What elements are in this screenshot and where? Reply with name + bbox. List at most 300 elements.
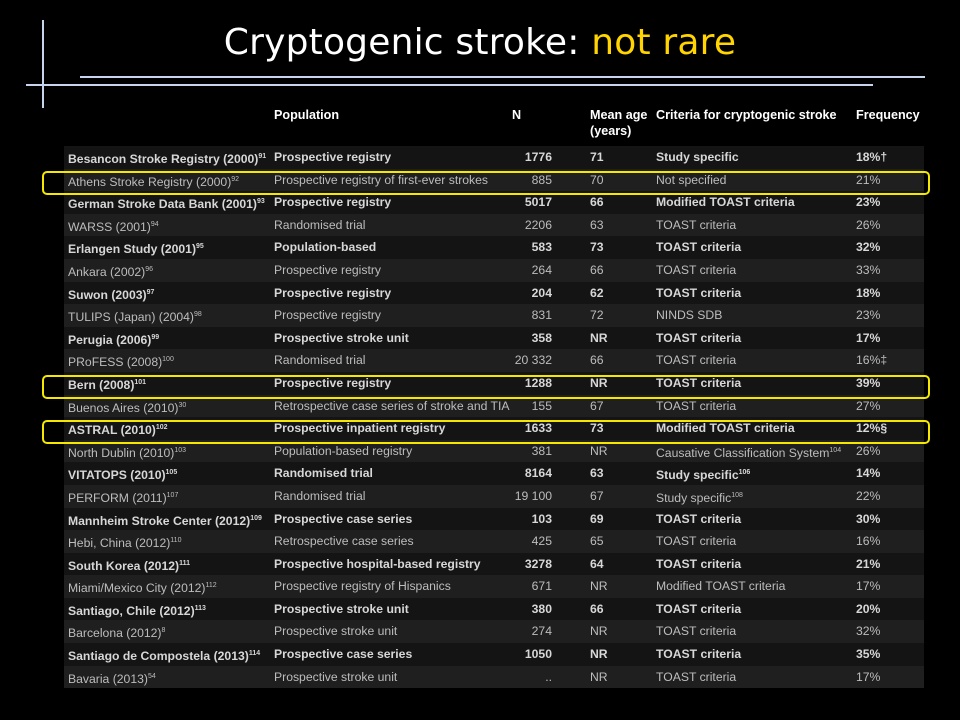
cell-population [274,553,481,576]
cell-study-text: Ankara (2002) [68,264,146,279]
cell-frequency [856,327,880,350]
cell-population [274,508,412,531]
cell-criteria [656,485,743,510]
cell-population-text: Prospective registry of first-ever strokes [274,172,489,187]
cell-study-text: PERFORM (2011) [68,490,167,505]
cell-criteria [656,666,736,689]
cell-criteria [656,643,741,666]
cell-study-text: TULIPS (Japan) (2004) [68,310,194,325]
cell-criteria-text: TOAST criteria [656,240,742,255]
cell-mean-age [590,575,608,598]
table-row [64,146,924,169]
cell-mean-age [590,214,604,237]
cell-n [464,508,552,531]
cell-population-text: Prospective inpatient registry [274,421,446,436]
highlight-athens-row [42,171,930,195]
table-row [64,575,924,598]
cell-mean-age [590,259,604,282]
cell-n-text: 381 [531,443,552,458]
table-row [64,259,924,282]
slide-title [0,22,960,63]
cell-study-ref: 100 [162,356,174,364]
cell-frequency [856,214,880,237]
cell-study-text: Barcelona (2012) [68,626,162,641]
cell-study [68,236,204,261]
cell-n-text: 20 332 [514,353,552,368]
cell-study-ref: 111 [179,559,190,567]
cell-frequency [856,485,880,508]
cell-n-text: 380 [531,601,552,616]
cell-n [464,575,552,598]
cell-criteria [656,259,736,282]
title-prefix: Cryptogenic stroke: [223,22,592,63]
cell-study-ref: 54 [147,672,156,680]
cell-study [68,666,156,691]
cell-study-text: Bern (2008) [68,377,135,392]
table-row [64,327,924,350]
cell-criteria [656,575,785,598]
cell-mean-age-text: 67 [590,398,604,413]
cell-mean-age [590,508,604,531]
cell-population-text: Prospective hospital-based registry [274,556,481,571]
cell-criteria-text: TOAST criteria [656,647,742,662]
cell-criteria-text: TOAST criteria [656,262,737,277]
cell-study [68,304,202,329]
cell-n-text: 831 [531,308,552,323]
cell-n-text: 583 [531,240,552,255]
cell-study-text: PRoFESS (2008) [68,355,163,370]
cell-n [464,530,552,553]
cell-population-text: Prospective registry [274,285,392,300]
cell-criteria-text: Causative Classification System [656,445,830,460]
cell-population-text: Population-based registry [274,443,413,458]
header-n: N [512,108,522,122]
cell-frequency [856,553,880,576]
cell-mean-age [590,146,604,169]
cell-criteria-text: Modified TOAST criteria [656,579,786,594]
cell-study-ref: 99 [151,333,160,341]
cell-population-text: Prospective stroke unit [274,601,409,616]
cell-population [274,214,365,237]
cell-criteria-text: TOAST criteria [656,398,737,413]
cell-study-ref: 103 [174,446,187,454]
cell-criteria-ref: 106 [738,469,751,477]
table-row [64,282,924,305]
cell-n-text: 19 100 [514,488,552,503]
cell-study-ref: 95 [196,243,204,251]
header-population: Population [274,108,340,122]
cell-mean-age-text: 73 [590,421,604,436]
table-row [64,643,924,666]
cell-frequency-text: 35% [856,647,881,662]
cell-study-text: North Dublin (2010) [68,445,175,460]
cell-mean-age-text: 67 [590,488,604,503]
cell-study-text: Santiago de Compostela (2013) [68,649,249,664]
cell-mean-age-text: NR [590,375,608,390]
cell-population-text: Prospective stroke unit [274,669,398,684]
cell-study-ref: 101 [134,378,147,386]
table-row [64,349,924,372]
cell-frequency-text: 27% [856,398,881,413]
cell-frequency-text: 32% [856,624,881,639]
cell-mean-age [590,462,604,485]
cell-criteria [656,304,722,327]
cell-study-text: WARSS (2001) [68,219,151,234]
table-row [64,462,924,485]
cell-n-text: 358 [531,330,552,345]
cell-criteria-text: Modified TOAST criteria [656,421,795,436]
cell-population [274,349,365,372]
cell-frequency-text: 22% [856,488,881,503]
cell-frequency [856,508,880,531]
cell-n [464,259,552,282]
cell-n [464,620,552,643]
cell-n [464,598,552,621]
cell-mean-age-text: 69 [590,511,604,526]
cell-population-text: Randomised trial [274,488,366,503]
cell-study-ref: 91 [258,153,267,160]
cell-study-text: Hebi, China (2012) [68,536,171,551]
cell-n-text: 8164 [524,466,552,481]
cell-n [464,282,552,305]
cell-study-ref: 102 [155,424,168,432]
cell-study [68,598,206,623]
cell-study-ref: 97 [146,288,155,296]
cell-study-text: German Stroke Data Bank (2001) [68,197,257,212]
cell-frequency-text: 16%‡ [856,353,888,368]
title-accent: not rare [591,22,737,63]
cell-population-text: Prospective stroke unit [274,624,398,639]
cell-mean-age [590,666,608,689]
cell-mean-age [590,304,604,327]
cell-mean-age [590,282,604,305]
cell-frequency-text: 33% [856,262,881,277]
cell-n-text: 5017 [524,195,552,210]
cell-mean-age-text: 71 [590,150,604,164]
cell-population [274,666,397,689]
cell-study-text: Besancon Stroke Registry (2000) [68,152,259,166]
cell-mean-age-text: NR [590,647,608,662]
cell-mean-age-text: NR [590,330,608,345]
table-row [64,304,924,327]
cell-criteria [656,349,736,372]
cell-population-text: Population-based [274,240,377,255]
cell-study-text: VITATOPS (2010) [68,468,166,483]
cell-population-text: Prospective registry of Hispanics [274,579,451,594]
cell-criteria-text: Study specific [656,490,732,505]
cell-n [464,214,552,237]
cell-n [464,304,552,327]
cell-n-text: 425 [531,534,552,549]
cell-n-text: 155 [531,398,552,413]
cell-population-text: Prospective case series [274,647,413,662]
cell-frequency [856,236,880,259]
cell-study [68,575,217,600]
cell-criteria [656,146,739,169]
cell-frequency-text: 12%§ [856,421,888,436]
cell-study [68,485,178,510]
cell-study-ref: 96 [145,265,154,273]
cell-study-ref: 98 [194,311,202,319]
cell-frequency [856,530,880,553]
cell-study [68,214,159,239]
cell-frequency-text: 23% [856,195,881,210]
cell-n-text: 204 [531,285,552,300]
cell-study [68,530,181,555]
cell-mean-age-text: 62 [590,285,604,300]
cell-population [274,327,409,350]
cell-frequency [856,643,880,666]
cell-study-ref: 30 [178,401,187,409]
header-mean-age [590,107,647,139]
cell-criteria-text: Modified TOAST criteria [656,195,795,210]
table-row [64,530,924,553]
cell-n [464,666,552,689]
cell-criteria [656,553,741,576]
cell-criteria-text: Study specific [656,468,739,483]
cell-mean-age [590,485,604,508]
cell-study-text: Buenos Aires (2010) [68,400,179,415]
cell-study-text: Miami/Mexico City (2012) [68,581,206,596]
cell-frequency-text: 39% [856,375,881,390]
cell-criteria-text: TOAST criteria [656,556,742,571]
cell-population [274,282,391,305]
cell-study-ref: 114 [248,650,261,658]
cell-population [274,259,381,282]
cell-population-text: Prospective registry [274,195,392,210]
cell-criteria [656,598,741,621]
cell-frequency-text: 21% [856,172,881,187]
cell-frequency-text: 26% [856,443,881,458]
cell-study [68,282,154,307]
cell-criteria-text: TOAST criteria [656,511,742,526]
cell-population-text: Prospective case series [274,511,413,526]
cell-study-text: Mannheim Stroke Center (2012) [68,513,251,528]
cell-study [68,349,174,374]
cell-study-ref: 112 [205,582,217,590]
cell-mean-age-text: 65 [590,534,604,549]
cell-population [274,598,409,621]
table-row [64,553,924,576]
cell-criteria-text: TOAST criteria [656,624,737,639]
cell-criteria-text: TOAST criteria [656,669,737,684]
cell-n [464,643,552,666]
cell-population [274,462,373,485]
cell-n-text: 1050 [524,647,552,662]
cell-n-text: 103 [531,511,552,526]
header-mean-age-line2: (years) [590,124,632,138]
cell-population-text: Retrospective case series [274,534,414,549]
cell-frequency-text: 30% [856,511,881,526]
cell-frequency-text: 23% [856,308,881,323]
cell-n-text: 1776 [524,150,552,164]
cell-mean-age-text: 70 [590,172,604,187]
cell-criteria-text: TOAST criteria [656,285,742,300]
cell-study-text: Suwon (2003) [68,287,147,302]
cell-criteria [656,462,750,487]
cell-population [274,146,391,169]
cell-mean-age [590,236,604,259]
cell-frequency [856,304,880,327]
cell-criteria-ref: 104 [829,446,842,454]
cell-criteria-text: TOAST criteria [656,534,737,549]
cell-mean-age-text: 72 [590,308,604,323]
cell-n-text: .. [545,669,552,684]
cell-criteria-text: Study specific [656,150,739,164]
header-mean-age-line1: Mean age [590,108,648,122]
cell-frequency [856,575,880,598]
table-row [64,620,924,643]
header-frequency: Frequency [856,108,920,122]
cell-mean-age-text: 66 [590,262,604,277]
cell-criteria [656,214,736,237]
cell-mean-age [590,620,608,643]
cell-n-text: 264 [531,262,552,277]
table-row [64,666,924,689]
cell-n-text: 2206 [524,217,552,232]
cell-criteria [656,508,741,531]
cell-criteria-text: TOAST criteria [656,353,737,368]
cell-frequency-text: 14% [856,466,881,481]
cell-population [274,643,412,666]
cell-frequency [856,462,880,485]
cell-frequency-text: 17% [856,330,881,345]
cell-n [464,349,552,372]
cell-frequency-text: 17% [856,579,881,594]
decor-horizontal-line-top [80,76,925,78]
cell-mean-age-text: NR [590,624,608,639]
cell-n-text: 1633 [524,421,552,436]
cell-n [464,146,552,169]
cell-study-text: ASTRAL (2010) [68,423,156,438]
cell-frequency-text: 18%† [856,150,888,164]
cell-population [274,530,414,553]
cell-study [68,462,177,487]
cell-n-text: 3278 [524,556,552,571]
cell-frequency-text: 21% [856,556,881,571]
cell-frequency [856,620,880,643]
cell-n-text: 885 [531,172,552,187]
cell-mean-age-text: 73 [590,240,604,255]
cell-n [464,485,552,508]
cell-mean-age [590,327,608,350]
cell-criteria [656,327,741,350]
cell-study-text: South Korea (2012) [68,558,180,573]
cell-mean-age [590,553,604,576]
cell-mean-age-text: NR [590,579,608,594]
cell-population-text: Randomised trial [274,217,366,232]
cell-n-text: 671 [531,579,552,594]
cell-population-text: Retrospective case series of stroke and TIA [274,398,510,413]
cell-study-text: Athens Stroke Registry (2000) [68,174,232,189]
cell-criteria [656,620,736,643]
cell-frequency-text: 17% [856,669,881,684]
cell-mean-age-text: 63 [590,217,604,232]
cell-mean-age-text: 66 [590,195,604,210]
cell-study-ref: 8 [161,627,166,635]
cell-criteria [656,236,741,259]
highlight-astral-row [42,420,930,444]
cell-study [68,508,262,533]
cell-mean-age-text: 64 [590,556,604,571]
header-criteria: Criteria for cryptogenic stroke [656,108,837,122]
cell-n [464,462,552,485]
cell-study-ref: 107 [166,491,179,499]
cell-frequency-text: 32% [856,240,881,255]
cell-study-ref: 113 [194,604,206,612]
cell-population [274,304,381,327]
table-row [64,485,924,508]
cell-mean-age [590,349,604,372]
cell-study [68,643,260,668]
cell-n-text: 274 [531,624,552,639]
cell-criteria [656,282,741,305]
cell-study-ref: 94 [150,220,159,228]
cell-population-text: Randomised trial [274,353,366,368]
cell-study-ref: 92 [231,175,240,183]
cell-population [274,620,397,643]
cell-frequency [856,666,880,689]
cell-population [274,575,451,598]
table-header [64,100,924,146]
cell-study-ref: 110 [170,537,182,545]
cell-mean-age-text: NR [590,669,608,684]
highlight-bern-row [42,375,930,399]
cell-study-text: Santiago, Chile (2012) [68,603,195,618]
cell-study-ref: 105 [165,469,178,477]
cell-frequency [856,598,880,621]
cell-study-text: Perugia (2006) [68,332,152,347]
cell-criteria-text: Not specified [656,172,727,187]
cell-mean-age [590,643,608,666]
table-row [64,236,924,259]
cell-population-text: Prospective registry [274,150,392,164]
table-row [64,598,924,621]
decor-horizontal-line-bottom [26,84,873,86]
cell-mean-age-text: 66 [590,353,604,368]
cell-frequency-text: 26% [856,217,881,232]
cell-criteria-ref: 108 [731,491,743,499]
cell-mean-age [590,530,604,553]
cell-study [68,259,153,284]
cell-frequency [856,259,880,282]
cell-study-ref: 109 [250,514,262,522]
cell-mean-age-text: 63 [590,466,604,481]
cell-study [68,620,165,645]
cell-criteria-text: TOAST criteria [656,375,742,390]
cell-mean-age [590,598,604,621]
cell-criteria-text: NINDS SDB [656,308,723,323]
cell-population-text: Prospective registry [274,262,382,277]
cell-population [274,236,376,259]
cell-frequency-text: 16% [856,534,881,549]
cell-frequency [856,146,887,169]
cell-study-ref: 93 [256,198,265,206]
cell-frequency-text: 20% [856,601,881,616]
cell-population [274,485,365,508]
cell-criteria-text: TOAST criteria [656,330,742,345]
cell-n-text: 1288 [524,375,552,390]
cell-study-text: Erlangen Study (2001) [68,242,197,257]
cell-population-text: Randomised trial [274,466,373,481]
cell-population-text: Prospective stroke unit [274,330,409,345]
cell-study [68,146,266,171]
cell-study [68,327,159,352]
cell-mean-age-text: NR [590,443,608,458]
cell-frequency-text: 18% [856,285,881,300]
cell-frequency [856,282,880,305]
cell-mean-age-text: 66 [590,601,604,616]
